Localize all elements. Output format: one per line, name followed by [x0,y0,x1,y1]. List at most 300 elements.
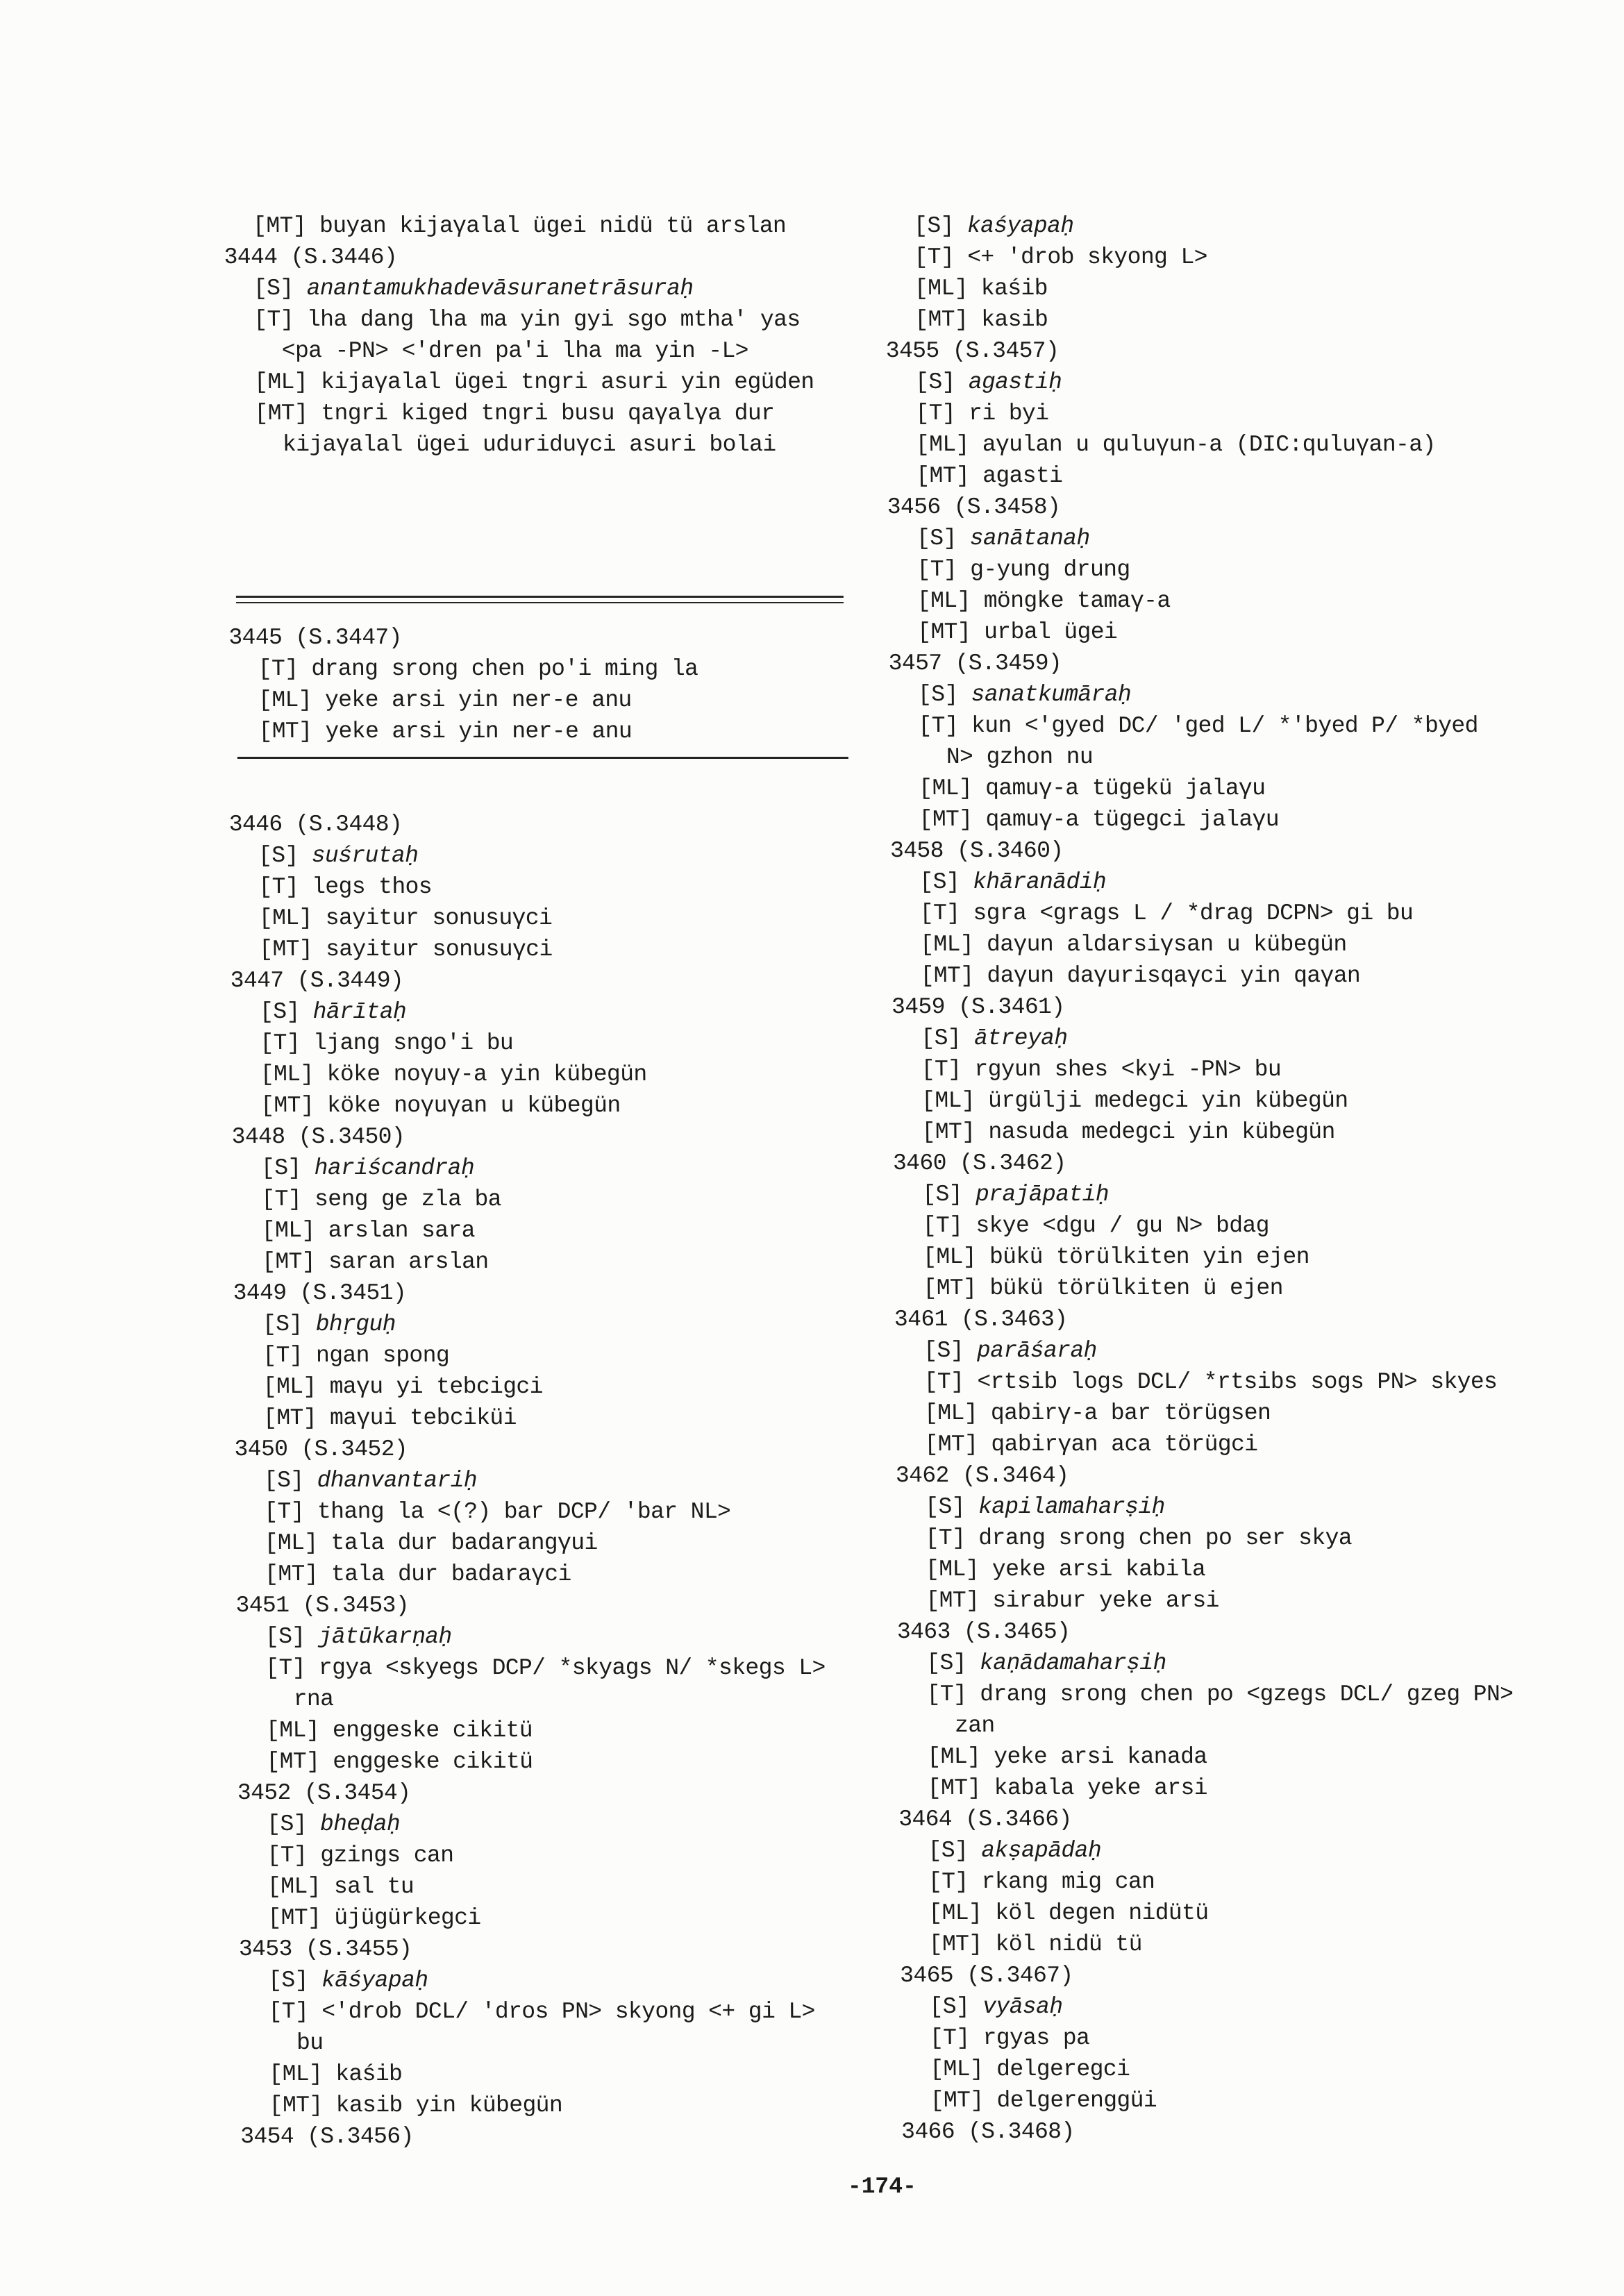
field-line [224,210,813,242]
field-line [900,1929,1516,1960]
field-label: [S] [925,1494,966,1520]
field-text: delgeregci [996,2056,1130,2082]
entry-header [890,835,1506,866]
entry-reference: (S.3454) [303,1780,411,1806]
field-text: nasuda medegci yin kübegün [988,1119,1335,1145]
field-text: gzings can [320,1843,454,1868]
field-line [236,1652,826,1684]
field-line [237,1715,826,1746]
entry-number: 3451 [235,1593,290,1618]
field-line [240,2090,830,2121]
field-label: [T] [923,1369,964,1395]
field-label: [T] [262,1343,303,1368]
field-label: [S] [265,1624,305,1650]
field-label: [T] [929,2025,970,2051]
entry-reference: (S.3462) [959,1150,1066,1176]
entry-number: 3461 [894,1307,948,1332]
field-line [238,1902,828,1934]
field-label: [ML] [915,432,969,458]
field-text: rgyas pa [982,2025,1090,2051]
field-text: urbal ügei [983,619,1118,645]
field-label: [ML] [264,1530,318,1556]
field-text: daγun aldarsiγsan u kübegün [986,932,1347,957]
dictionary-entry [897,1616,1514,1804]
field-line [885,210,1500,242]
field-label: [T] [926,1682,967,1707]
field-text: kaśib [980,276,1048,301]
field-line [898,1741,1514,1773]
field-text: kijaγalal ügei tngri asuri yin egüden [320,369,814,395]
sanskrit-term: prajāpatiḥ [975,1182,1110,1207]
entry-number: 3456 [887,494,941,520]
entry-header [901,2116,1517,2147]
entry-header [231,1121,821,1153]
field-text: üjügürkegci [334,1905,481,1931]
field-text: tala dur badaraγci [330,1561,571,1587]
entry-number: 3448 [231,1124,285,1150]
sanskrit-term: kapilamaharṣiḥ [978,1494,1165,1520]
field-label: [ML] [927,1744,981,1770]
field-line [231,1028,820,1059]
entry-header [240,2121,830,2152]
field-line [887,554,1503,585]
field-text: drang srong chen po <gzegs DCL/ gzeg PN> [980,1682,1514,1707]
entry-reference: (S.3452) [301,1436,408,1462]
field-line [888,585,1504,617]
field-line [233,1340,823,1371]
sanskrit-term: dhanvantariḥ [317,1468,478,1493]
field-label: [ML] [258,687,312,713]
field-line [885,242,1500,273]
field-label: [T] [922,1213,963,1239]
field-label: [MT] [924,1432,978,1457]
continuation-text: N> gzhon nu [946,744,1094,770]
entry-reference: (S.3453) [302,1593,410,1618]
entry-reference: (S.3451) [299,1280,407,1306]
field-label: [T] [267,1843,308,1868]
dictionary-entry [229,809,819,965]
field-label: [ML] [267,1874,321,1900]
entry-header [898,1804,1514,1835]
entry-header [239,1934,828,1965]
dictionary-entry [231,965,821,1121]
dictionary-entry [224,210,813,242]
field-label: [T] [260,1030,301,1056]
entry-reference: (S.3446) [290,244,398,270]
field-line [239,1965,828,1996]
field-label: [MT] [259,937,313,962]
field-text: skye <dgu / gu N> bdag [976,1213,1270,1239]
field-text: enggeske cikitü [333,1749,533,1775]
field-label: [MT] [921,1119,976,1145]
field-line [896,1585,1512,1616]
field-label: [ML] [928,1900,982,1926]
entry-number: 3466 [901,2119,955,2145]
field-text: maγui tebciküi [329,1405,517,1431]
field-line [237,1746,826,1777]
field-text: arslan sara [328,1218,476,1243]
field-label: [ML] [923,1244,977,1270]
field-label: [S] [914,213,955,239]
dictionary-entry [893,1148,1510,1304]
field-line [888,617,1504,648]
field-text: rgyun shes <kyi -PN> bu [974,1057,1282,1082]
field-line [894,1335,1510,1366]
dictionary-entry [235,1590,826,1777]
dictionary-entry [887,492,1505,648]
field-line [233,1309,823,1340]
double-rule-upper [236,596,844,598]
entry-header [224,242,813,273]
field-line [901,2022,1516,2054]
field-line [225,398,814,429]
entry-number: 3450 [234,1436,288,1462]
field-label: [ML] [914,276,968,301]
field-label: [S] [258,843,299,869]
field-label: [MT] [263,1405,317,1431]
field-label: [MT] [914,307,969,333]
field-label: [S] [917,682,958,707]
entry-header [900,1960,1516,1991]
field-label: [MT] [262,1249,316,1275]
entry-reference: (S.3464) [962,1463,1069,1489]
field-text: seng ge zla ba [314,1187,502,1212]
field-label: [T] [261,1187,302,1212]
field-label: [S] [916,526,957,551]
field-label: [S] [253,276,294,301]
field-line [229,685,698,716]
field-text: <+ 'drob skyong L> [967,244,1208,270]
field-text: tngri kiged tngri busu qaγalγa dur [321,401,775,426]
field-label: [ML] [916,588,971,614]
field-line [894,1210,1509,1241]
field-label: [S] [926,1650,967,1676]
field-label: [MT] [265,1561,319,1587]
entry-number: 3444 [224,244,278,270]
entry-header [894,1304,1510,1335]
sanskrit-term: akṣapādaḥ [981,1838,1102,1863]
entry-number: 3457 [888,651,942,676]
field-label: [S] [915,369,955,395]
field-text: kabala yeke arsi [994,1775,1208,1801]
field-line [230,903,819,934]
field-label: [T] [265,1655,306,1681]
dictionary-entry [894,1304,1512,1460]
entry-reference: (S.3463) [960,1307,1068,1332]
double-rule-lower [236,602,844,603]
field-line [895,1398,1511,1429]
field-line [886,367,1502,398]
field-text: drang srong chen po ser skya [978,1525,1353,1551]
field-label: [ML] [265,1718,320,1743]
field-line [901,2085,1517,2116]
field-text: sal tu [333,1874,415,1900]
field-line [889,710,1505,741]
sanskrit-term: kaṇādamaharṣiḥ [979,1650,1166,1676]
field-line [895,1366,1511,1398]
field-text: sayitur sonusuγci [325,937,553,962]
field-label: [ML] [258,905,312,931]
entry-number: 3454 [240,2124,294,2150]
field-line [887,429,1502,460]
field-text: lha dang lha ma yin gyi sgo mtha' yas [306,307,801,333]
dictionary-entry [889,648,1506,835]
field-line [895,1429,1511,1460]
sanskrit-term: khāranādiḥ [972,869,1107,895]
sanskrit-term: sanātanaḥ [969,526,1090,551]
field-line [896,1491,1512,1523]
entry-header [228,622,698,653]
entry-header [235,1590,825,1621]
field-text: köl nidü tü [995,1932,1143,1957]
field-text: yeke arsi kabila [991,1557,1206,1582]
field-label: [S] [923,1338,964,1364]
sanskrit-term: bhṛguḥ [315,1312,396,1337]
entry-reference: (S.3447) [295,625,403,651]
entry-header [229,809,819,840]
field-line [235,1496,824,1527]
field-line [224,273,814,304]
field-line [238,1840,828,1871]
field-text: aγulan u quluγun-a (DIC:quluγan-a) [982,432,1436,458]
field-line [892,1054,1508,1085]
field-label: [T] [914,244,955,270]
entry-reference: (S.3461) [957,994,1065,1020]
field-label: [MT] [258,719,312,744]
entry-number: 3465 [900,1963,954,1988]
field-text: bükü törülkiten ü ejen [989,1275,1284,1301]
field-line [901,2054,1516,2085]
field-label: [S] [260,1155,301,1181]
field-line [237,1809,827,1840]
entry-reference: (S.3448) [295,812,403,837]
field-line [885,304,1501,335]
sanskrit-term: agastiḥ [968,369,1062,395]
dictionary-entry [886,335,1503,492]
left-column-section-1 [224,210,815,460]
entry-reference: (S.3465) [963,1619,1071,1645]
field-line [233,1246,822,1277]
field-text: <rtsib logs DCL/ *rtsibs sogs PN> skyes [977,1369,1498,1395]
field-label: [T] [258,656,299,682]
field-text: legs thos [311,874,433,900]
field-label: [T] [264,1499,305,1525]
dictionary-entry [900,1960,1517,2116]
field-line [229,871,819,903]
field-text: qabirγ-a bar törügsen [990,1400,1271,1426]
field-label: [MT] [260,1093,315,1118]
field-label: [S] [262,1312,303,1337]
field-text: g-yung drung [970,557,1130,583]
field-text: qabirγan aca törügci [991,1432,1258,1457]
entry-header [896,1460,1512,1491]
field-text: köke noγuγan u kübegün [326,1093,621,1118]
field-line [231,1090,821,1121]
field-label: [ML] [925,1557,980,1582]
entry-header [887,492,1503,523]
field-line [898,1835,1514,1866]
field-text: yeke arsi yin ner-e anu [324,687,632,713]
entry-header [893,1148,1509,1179]
sanskrit-term: parāśaraḥ [976,1338,1097,1364]
field-text: tala dur badarangγui [330,1530,598,1556]
field-label: [MT] [254,401,308,426]
field-line [234,1402,823,1434]
sanskrit-term: kaśyapaḥ [966,213,1074,239]
entry-reference: (S.3460) [956,838,1064,864]
field-label: [S] [263,1468,304,1493]
field-line [889,773,1505,804]
dictionary-entry [234,1434,824,1590]
field-line [236,1621,826,1652]
entry-number: 3449 [233,1280,287,1306]
entry-number: 3446 [228,812,283,837]
field-text: qamuγ-a tügegci jalaγu [985,807,1280,832]
field-text: yeke arsi yin ner-e anu [325,719,633,744]
continuation-text: <pa -PN> <'dren pa'i lha ma yin -L> [281,338,749,364]
field-label: [S] [919,869,960,895]
field-label: [ML] [921,1088,976,1114]
field-line [900,1991,1516,2022]
dictionary-entry [890,835,1507,991]
field-line [229,840,819,871]
field-text: daγun daγurisqaγci yin qaγan [987,963,1361,989]
field-line [886,398,1502,429]
continuation-line [226,429,815,460]
field-text: drang srong chen po'i ming la [311,656,698,682]
entry-header [231,965,820,996]
continuation-line [889,741,1505,773]
field-text: bükü törülkiten yin ejen [989,1244,1310,1270]
field-label: [MT] [917,619,971,645]
field-text: <'drob DCL/ 'dros PN> skyong <+ gi L> [321,1999,815,2025]
dictionary-entry [898,1804,1516,1960]
field-line [885,273,1501,304]
field-line [230,934,819,965]
entry-reference: (S.3455) [305,1936,412,1962]
field-label: [MT] [927,1775,981,1801]
entry-number: 3462 [895,1463,949,1489]
field-label: [MT] [267,1905,321,1931]
field-label: [T] [919,900,960,926]
left-column-section-3 [229,809,830,2152]
field-line [898,1773,1514,1804]
dictionary-entry [231,1121,821,1277]
field-text: kun <'gyed DC/ 'ged L/ *'byed P/ *byed [971,713,1479,739]
field-label: [ML] [254,369,308,395]
entry-reference: (S.3466) [964,1807,1072,1832]
field-line [238,1871,828,1902]
continuation-line [225,335,814,367]
dictionary-entry [885,210,1501,335]
field-text: saran arslan [328,1249,489,1275]
field-line [889,804,1505,835]
sanskrit-term: hārītaḥ [312,999,407,1025]
field-label: [S] [922,1182,963,1207]
entry-number: 3463 [896,1619,951,1645]
entry-reference: (S.3457) [952,338,1060,364]
field-text: rkang mig can [981,1869,1155,1895]
entry-reference: (S.3458) [953,494,1061,520]
entry-number: 3452 [237,1780,291,1806]
entry-header [234,1434,823,1465]
field-text: kaśib [335,2061,403,2087]
field-label: [ML] [261,1218,315,1243]
field-label: [MT] [930,2088,984,2113]
right-column [885,210,1517,2147]
field-text: kasib [981,307,1048,333]
dictionary-entry [239,1934,830,2121]
left-column-section-2 [228,622,698,747]
field-label: [ML] [919,776,973,801]
continuation-line [898,1710,1514,1741]
field-line [891,898,1507,929]
continuation-line [237,1684,826,1715]
field-line [235,1527,825,1559]
field-text: köl degen nidütü [995,1900,1209,1926]
entry-number: 3447 [230,968,284,994]
field-text: enggeske cikitü [332,1718,533,1743]
field-line [891,960,1507,991]
continuation-text: kijaγalal ügei uduriduγci asuri bolai [282,432,776,458]
field-label: [MT] [916,463,970,489]
field-line [225,367,814,398]
field-line [897,1648,1513,1679]
field-label: [MT] [920,963,974,989]
field-label: [T] [253,307,294,333]
field-label: [T] [268,1999,309,2025]
dictionary-entry [891,991,1509,1148]
field-text: buyan kijaγalal ügei nidü tü arslan [319,213,787,239]
field-line [235,1559,825,1590]
sanskrit-term: sanatkumāraḥ [971,682,1132,707]
field-text: maγu yi tebcigci [329,1374,544,1400]
field-label: [T] [925,1525,966,1551]
field-line [234,1371,823,1402]
entry-reference: (S.3450) [298,1124,405,1150]
continuation-text: zan [954,1713,995,1738]
dictionary-entry [901,2116,1517,2147]
field-label: [T] [915,401,956,426]
field-label: [MT] [928,1932,982,1957]
field-line [891,929,1507,960]
entry-number: 3458 [889,838,944,864]
field-text: thang la <(?) bar DCP/ 'bar NL> [317,1499,731,1525]
sanskrit-term: anantamukhadevāsuranetrāsuraḥ [306,276,694,301]
field-text: ngan spong [315,1343,450,1368]
field-line [239,1996,828,2027]
dictionary-entry [237,1777,828,1934]
field-text: möngke tamaγ-a [983,588,1171,614]
entry-header [897,1616,1513,1648]
field-label: [S] [928,1838,969,1863]
field-label: [MT] [926,1588,980,1614]
field-text: agasti [982,463,1063,489]
continuation-text: bu [296,2030,324,2056]
field-label: [S] [268,1968,309,1993]
dictionary-entry [224,242,814,460]
field-label: [ML] [262,1374,317,1400]
continuation-text: rna [293,1686,334,1712]
field-line [229,653,698,685]
sanskrit-term: ātreyaḥ [973,1025,1068,1051]
field-line [896,1554,1512,1585]
field-line [240,2059,829,2090]
field-label: [ML] [923,1400,978,1426]
page-number: -174- [847,2174,917,2199]
field-label: [T] [921,1057,962,1082]
field-label: [MT] [923,1275,977,1301]
